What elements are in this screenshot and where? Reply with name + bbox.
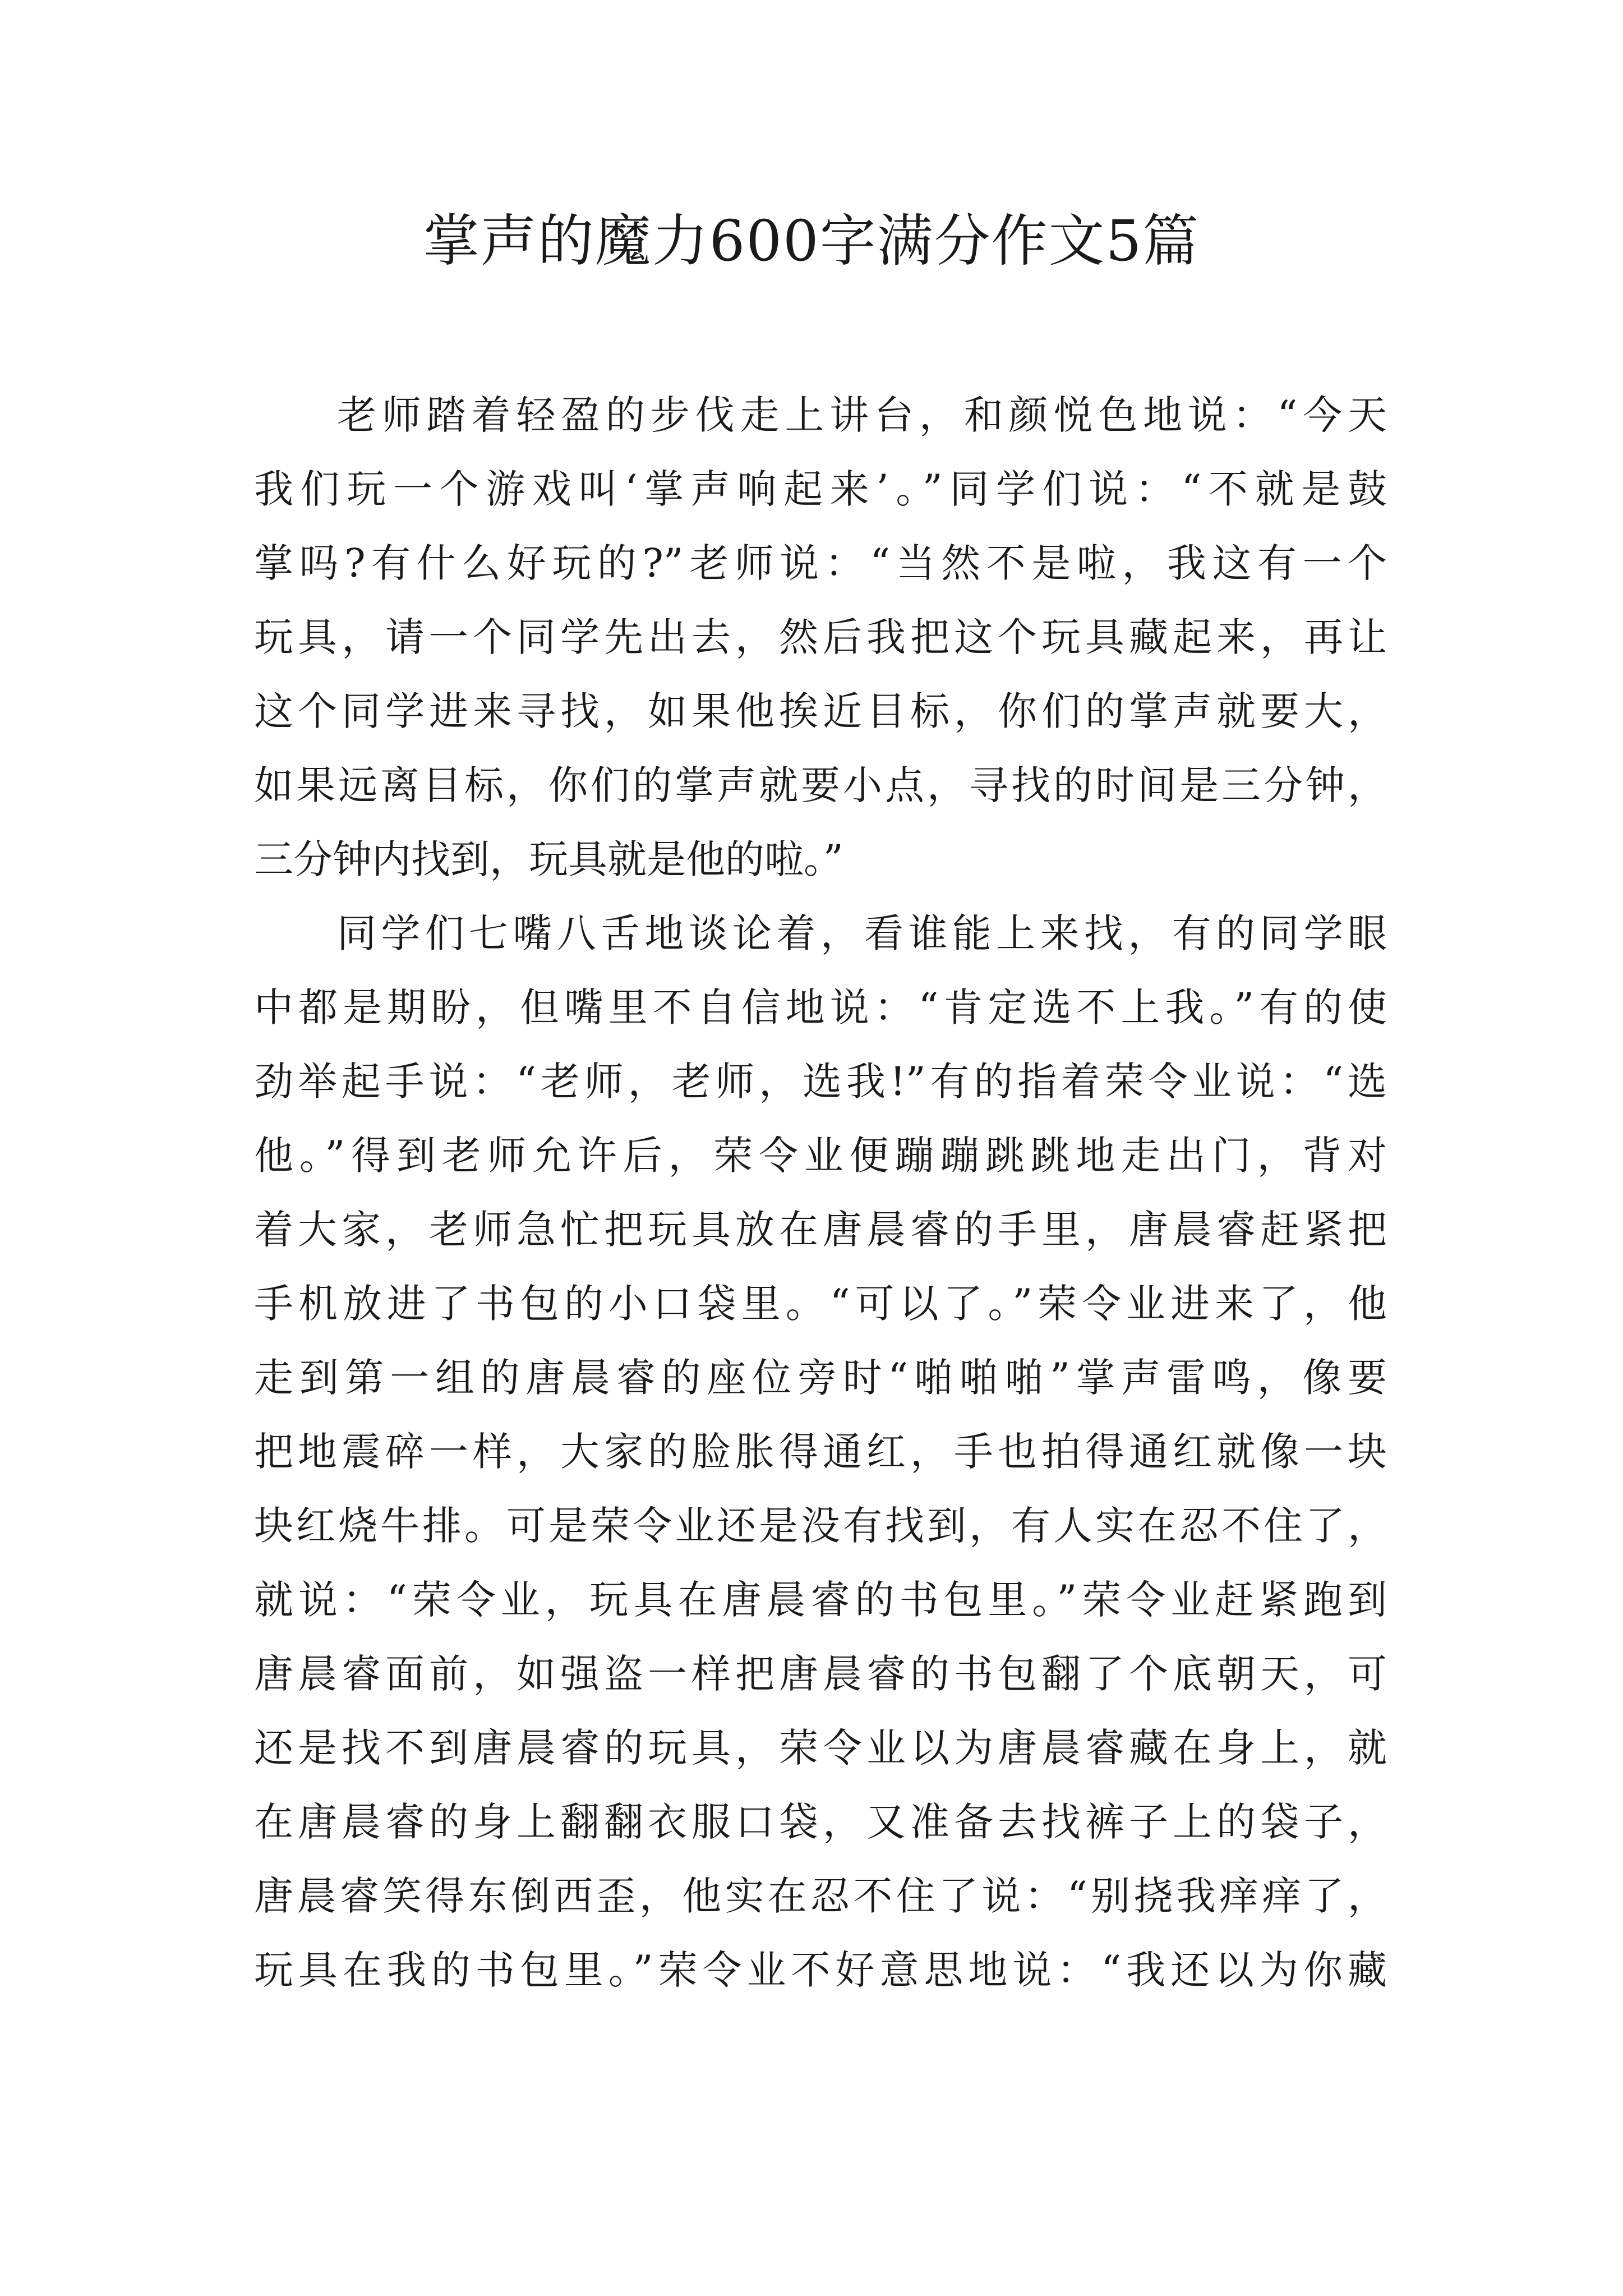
paragraph-line: 走到第一组的唐晨睿的座位旁时“啪啪啪”掌声雷鸣，像要 xyxy=(254,1355,1387,1401)
paragraph-line: 劲举起手说：“老师，老师，选我!”有的指着荣令业说：“选 xyxy=(254,1059,1387,1105)
paragraph-line: 玩具，请一个同学先出去，然后我把这个玩具藏起来，再让 xyxy=(254,614,1387,660)
paragraph-line: 如果远离目标，你们的掌声就要小点，寻找的时间是三分钟， xyxy=(254,762,1387,808)
paragraph-line: 还是找不到唐晨睿的玩具，荣令业以为唐晨睿藏在身上，就 xyxy=(254,1725,1387,1771)
paragraph-line: 把地震碎一样，大家的脸胀得通红，手也拍得通红就像一块 xyxy=(254,1429,1387,1475)
paragraph-line: 着大家，老师急忙把玩具放在唐晨睿的手里，唐晨睿赶紧把 xyxy=(254,1207,1387,1253)
paragraph-line: 掌吗?有什么好玩的?”老师说：“当然不是啦，我这有一个 xyxy=(254,540,1387,586)
paragraph-line: 手机放进了书包的小口袋里。“可以了。”荣令业进来了，他 xyxy=(254,1281,1387,1327)
paragraph-line: 他。”得到老师允许后，荣令业便蹦蹦跳跳地走出门，背对 xyxy=(254,1133,1387,1179)
paragraph-line: 三分钟内找到，玩具就是他的啦。” xyxy=(254,836,843,882)
paragraph-line: 唐晨睿面前，如强盗一样把唐晨睿的书包翻了个底朝天，可 xyxy=(254,1651,1387,1697)
document-body xyxy=(254,378,1387,2007)
paragraph-line: 老师踏着轻盈的步伐走上讲台，和颜悦色地说：“今天 xyxy=(337,392,1387,438)
paragraph-line: 同学们七嘴八舌地谈论着，看谁能上来找，有的同学眼 xyxy=(337,910,1387,956)
paragraph-line: 块红烧牛排。可是荣令业还是没有找到，有人实在忍不住了， xyxy=(254,1503,1387,1549)
paragraph-line: 在唐晨睿的身上翻翻衣服口袋，又准备去找裤子上的袋子， xyxy=(254,1799,1387,1845)
paragraph-line: 唐晨睿笑得东倒西歪，他实在忍不住了说：“别挠我痒痒了， xyxy=(254,1873,1387,1919)
paragraph-line: 我们玩一个游戏叫‘掌声响起来’。”同学们说：“不就是鼓 xyxy=(254,466,1387,512)
paragraph-line: 中都是期盼，但嘴里不自信地说：“肯定选不上我。”有的使 xyxy=(254,984,1387,1030)
paragraph-line: 玩具在我的书包里。”荣令业不好意思地说：“我还以为你藏 xyxy=(254,1947,1387,1993)
paragraph-line: 就说：“荣令业，玩具在唐晨睿的书包里。”荣令业赶紧跑到 xyxy=(254,1577,1387,1623)
document-title: 掌声的魔力600字满分作文5篇 xyxy=(423,208,1200,274)
paragraph-line: 这个同学进来寻找，如果他挨近目标，你们的掌声就要大， xyxy=(254,688,1387,734)
